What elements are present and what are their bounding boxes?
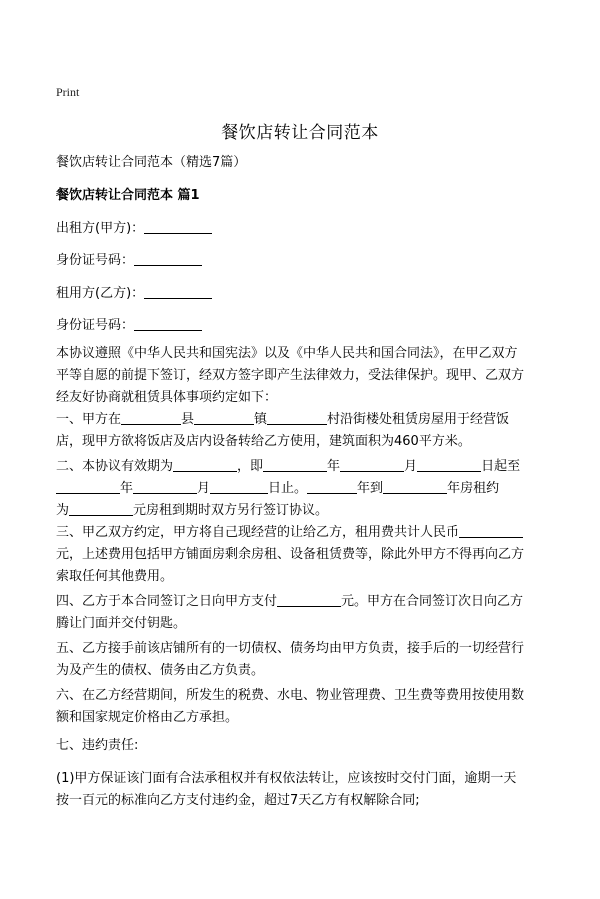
start-month-blank [340, 457, 404, 472]
clause-2-text-h: 日止。 [268, 481, 308, 496]
clause-2-text-d: 月 [404, 459, 418, 474]
clause-2-text-a: 二、本协议有效期为 [56, 459, 174, 474]
intro-paragraph [56, 343, 556, 409]
lessee-label: 租用方(乙方)： [56, 286, 145, 301]
clause-7-item-1 [56, 768, 556, 812]
start-year-blank [263, 457, 327, 472]
lessee-field [56, 283, 556, 305]
document-subtitle: 餐饮店转让合同范本（精选7篇） [56, 155, 247, 170]
lessor-field [56, 218, 556, 240]
clause-3-text-a: 三、甲乙双方约定，甲方将自己现经营的让给乙方，租用费共计人民币 [56, 525, 460, 540]
end-day-blank [210, 479, 268, 494]
total-fee-blank [459, 523, 523, 538]
clause-2-line-3 [56, 500, 556, 522]
term-blank [173, 457, 237, 472]
clause-4-text-a: 四、乙方于本合同签订之日向甲方支付 [56, 594, 278, 609]
clause-5 [56, 638, 556, 682]
clause-4-line-1 [56, 591, 556, 613]
id-number-field-1 [56, 250, 556, 272]
document-title: 餐饮店转让合同范本 [221, 123, 379, 143]
id-number-blank-1 [134, 251, 202, 266]
clause-7-heading: 七、违约责任: [56, 738, 139, 753]
village-blank [267, 410, 327, 425]
intro-line-3: 经友好协商就租赁具体事项约定如下： [56, 390, 278, 405]
town-blank [194, 410, 254, 425]
payment-blank [277, 592, 341, 607]
rent-to-year-blank [383, 479, 447, 494]
lessee-blank [144, 284, 212, 299]
clause-3-line-3: 索取任何其他费用。 [56, 569, 174, 584]
clause-1-text-c: 镇 [254, 412, 268, 427]
end-year-blank [56, 479, 120, 494]
clause-2-text-e: 日起至 [481, 459, 521, 474]
start-day-blank [417, 457, 481, 472]
id-number-blank-2 [134, 316, 202, 331]
clause-6 [56, 685, 556, 729]
clause-2-text-i: 年到 [357, 481, 384, 496]
id-number-field-2 [56, 315, 556, 337]
lessor-blank [144, 219, 212, 234]
clause-5-line-1: 五、乙方接手前该店铺所有的一切债权、债务均由甲方负责，接手后的一切经营行 [56, 641, 525, 656]
clause-4-line-2: 腾让门面并交付钥匙。 [56, 616, 187, 631]
end-month-blank [133, 479, 197, 494]
intro-line-2: 平等自愿的前提下签订，经双方签字即产生法律效力，受法律保护。现甲、乙双方 [56, 368, 525, 383]
clause-2-text-g: 月 [197, 481, 211, 496]
clause-5-line-2: 为及产生的债权、债务由乙方负责。 [56, 663, 265, 678]
intro-line-1: 本协议遵照《中华人民共和国宪法》以及《中华人民共和国合同法》，在甲乙双方 [56, 346, 518, 361]
print-label: Print [56, 85, 80, 99]
clause-7-item-1-line-1: (1)甲方保证该门面有合法承租权并有权依法转让，应该按时交付门面，逾期一天 [56, 771, 517, 786]
clause-1-text-a: 一、甲方在 [56, 412, 122, 427]
clause-2-text-c: 年 [327, 459, 341, 474]
clause-2-text-k: 为 [56, 503, 70, 518]
lessor-label: 出租方(甲方)： [56, 221, 145, 236]
clause-1-text-b: 县 [181, 412, 195, 427]
clause-2-text-l: 元房租到期时双方另行签订协议。 [133, 503, 329, 518]
clause-2-text-j: 年房租约 [447, 481, 500, 496]
clause-4-text-b: 元。甲方在合同签订次日向乙方 [341, 594, 524, 609]
rent-from-year-blank [307, 479, 357, 494]
clause-2-text-f: 年 [120, 481, 134, 496]
county-blank [121, 410, 181, 425]
clause-2-text-b: ，即 [237, 459, 264, 474]
clause-1-text-d: 村沿街楼处租赁房屋用于经营饭 [327, 412, 510, 427]
clause-1-line-1 [56, 409, 556, 431]
clause-6-line-1: 六、在乙方经营期间，所发生的税费、水电、物业管理费、卫生费等费用按使用数 [56, 688, 525, 703]
clause-6-line-2: 额和国家规定价格由乙方承担。 [56, 710, 239, 725]
clause-2-line-1 [56, 456, 556, 478]
clause-3-line-2: 元，上述费用包括甲方铺面房剩余房租、设备租赁费等，除此外甲方不得再向乙方 [56, 547, 525, 562]
section-heading: 餐饮店转让合同范本 篇1 [56, 188, 200, 203]
clause-2-line-2 [56, 478, 556, 500]
clause-4 [56, 591, 556, 635]
clause-1 [56, 409, 556, 453]
clause-3-line-1 [56, 522, 556, 544]
id-number-label-1: 身份证号码： [56, 253, 135, 268]
clause-1-line-2: 店，现甲方欲将饭店及店内设备转给乙方使用，建筑面积为460平方米。 [56, 434, 471, 449]
rent-amount-blank [69, 501, 133, 516]
clause-7-item-1-line-2: 按一百元的标准向乙方支付违约金，超过7天乙方有权解除合同; [56, 793, 420, 808]
id-number-label-2: 身份证号码： [56, 318, 135, 333]
clause-2 [56, 456, 556, 522]
clause-3 [56, 522, 556, 588]
